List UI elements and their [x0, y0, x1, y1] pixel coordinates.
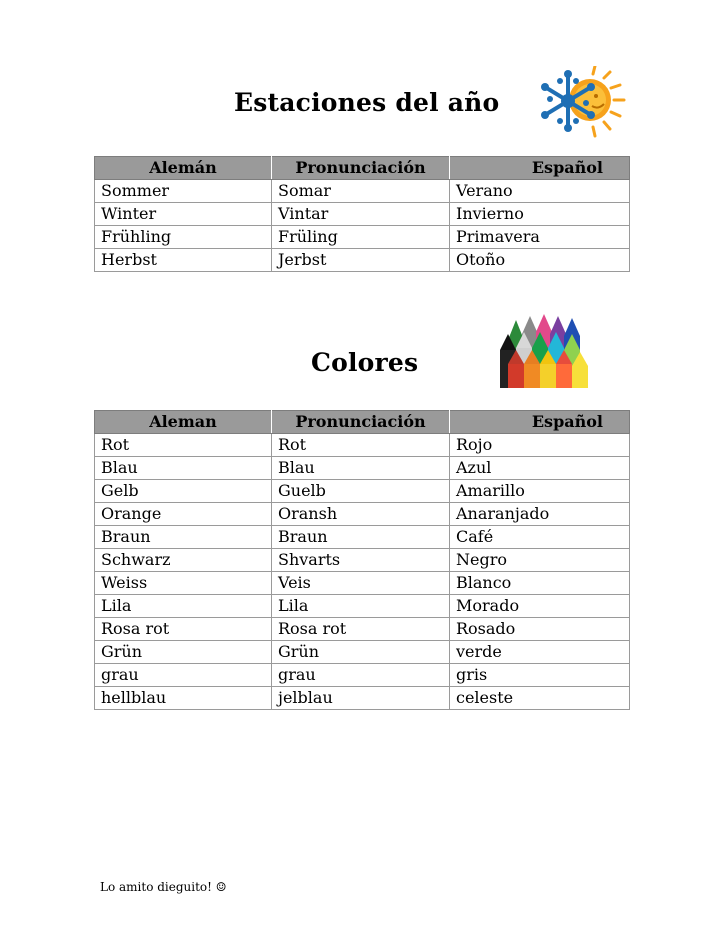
spanish-cell: verde [450, 641, 630, 664]
colors-table [94, 410, 630, 710]
german-cell: grau [95, 664, 272, 687]
spanish-cell: Negro [450, 549, 630, 572]
table-row [95, 226, 630, 249]
pronunciation-cell: Lila [272, 595, 450, 618]
table-row [95, 641, 630, 664]
seasons-table [94, 156, 630, 272]
colors-title: Colores [311, 348, 419, 377]
german-cell: Winter [95, 203, 272, 226]
table-row [95, 249, 630, 272]
table-row [95, 526, 630, 549]
seasons-title: Estaciones del año [234, 88, 500, 117]
spanish-cell: Invierno [450, 203, 630, 226]
table-row [95, 434, 630, 457]
spanish-cell: gris [450, 664, 630, 687]
pronunciation-cell: Grün [272, 641, 450, 664]
pronunciation-cell: Jerbst [272, 249, 450, 272]
pronunciation-cell: Vintar [272, 203, 450, 226]
pronunciation-cell: Braun [272, 526, 450, 549]
spanish-cell: Blanco [450, 572, 630, 595]
pronunciation-cell: jelblau [272, 687, 450, 710]
snowflake-sun-icon [538, 66, 630, 138]
spanish-cell: Morado [450, 595, 630, 618]
german-cell: hellblau [95, 687, 272, 710]
table-row [95, 664, 630, 687]
german-cell: Frühling [95, 226, 272, 249]
spanish-cell: Primavera [450, 226, 630, 249]
footer-note: Lo amito dieguito! ☺ [100, 880, 227, 894]
table-row [95, 180, 630, 203]
table-row [95, 203, 630, 226]
german-cell: Weiss [95, 572, 272, 595]
german-cell: Blau [95, 457, 272, 480]
table-row [95, 480, 630, 503]
column-header-spanish: Español [450, 157, 630, 180]
pronunciation-cell: Guelb [272, 480, 450, 503]
german-cell: Sommer [95, 180, 272, 203]
german-cell: Orange [95, 503, 272, 526]
german-cell: Braun [95, 526, 272, 549]
german-cell: Grün [95, 641, 272, 664]
spanish-cell: celeste [450, 687, 630, 710]
spanish-cell: Otoño [450, 249, 630, 272]
german-cell: Schwarz [95, 549, 272, 572]
spanish-cell: Rojo [450, 434, 630, 457]
pronunciation-cell: Blau [272, 457, 450, 480]
column-header-german: Alemán [95, 157, 272, 180]
spanish-cell: Anaranjado [450, 503, 630, 526]
table-row [95, 549, 630, 572]
german-cell: Lila [95, 595, 272, 618]
german-cell: Rot [95, 434, 272, 457]
column-header-spanish: Español [450, 411, 630, 434]
pronunciation-cell: Somar [272, 180, 450, 203]
spanish-cell: Azul [450, 457, 630, 480]
table-row [95, 572, 630, 595]
german-cell: Herbst [95, 249, 272, 272]
pronunciation-cell: Früling [272, 226, 450, 249]
german-cell: Rosa rot [95, 618, 272, 641]
table-row [95, 503, 630, 526]
table-row [95, 687, 630, 710]
pronunciation-cell: Veis [272, 572, 450, 595]
spanish-cell: Verano [450, 180, 630, 203]
spanish-cell: Café [450, 526, 630, 549]
table-header-row [95, 411, 630, 434]
column-header-pronunciation: Pronunciación [272, 411, 450, 434]
crayons-icon [498, 312, 592, 388]
spanish-cell: Rosado [450, 618, 630, 641]
table-row [95, 595, 630, 618]
pronunciation-cell: Shvarts [272, 549, 450, 572]
table-row [95, 457, 630, 480]
spanish-cell: Amarillo [450, 480, 630, 503]
column-header-pronunciation: Pronunciación [272, 157, 450, 180]
pronunciation-cell: grau [272, 664, 450, 687]
table-row [95, 618, 630, 641]
pronunciation-cell: Rot [272, 434, 450, 457]
pronunciation-cell: Rosa rot [272, 618, 450, 641]
table-header-row [95, 157, 630, 180]
pronunciation-cell: Oransh [272, 503, 450, 526]
column-header-german: Aleman [95, 411, 272, 434]
german-cell: Gelb [95, 480, 272, 503]
